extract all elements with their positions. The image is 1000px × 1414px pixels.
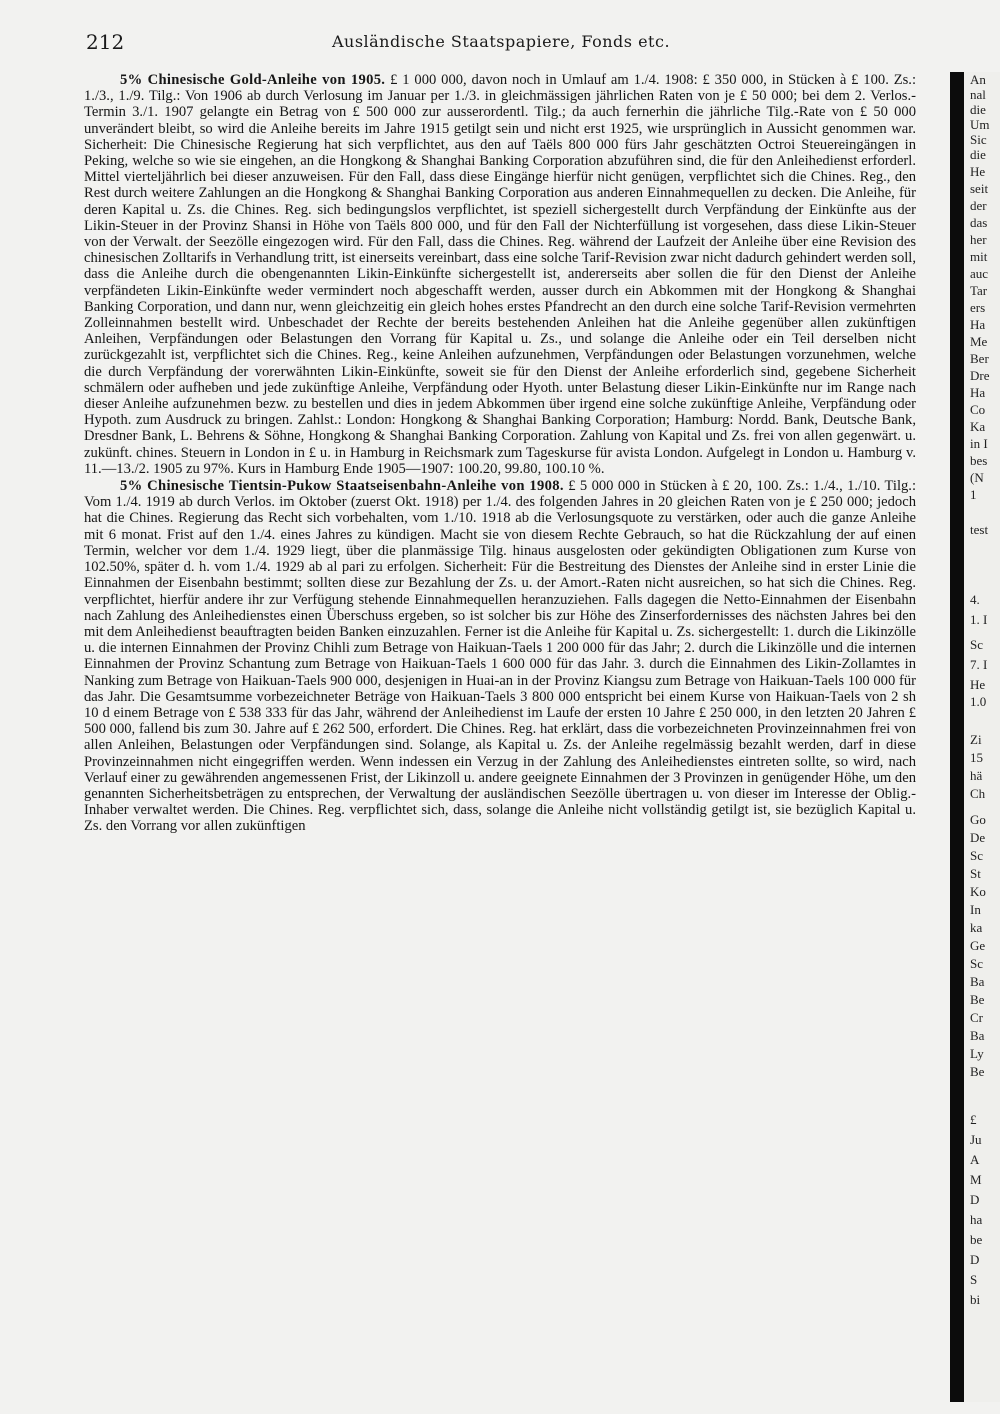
adjacent-page-fragment: Ka <box>970 419 986 434</box>
bond-entry-gold-loan-1905 <box>84 72 916 477</box>
adjacent-page-fragment: der <box>970 198 987 213</box>
adjacent-page-fragment: A <box>970 1152 980 1167</box>
adjacent-page-fragment: Ba <box>970 1028 985 1043</box>
adjacent-page-fragment: (N <box>970 470 984 485</box>
adjacent-page-fragment: He <box>970 164 986 179</box>
adjacent-page-fragment: be <box>970 1232 983 1247</box>
adjacent-page-fragment: Be <box>970 1064 985 1079</box>
adjacent-page-fragment: Ba <box>970 974 985 989</box>
adjacent-page-fragment: Ju <box>970 1132 982 1147</box>
adjacent-page-fragment: Sic <box>970 132 987 147</box>
adjacent-page-fragment: Sc <box>970 956 983 971</box>
adjacent-page-fragment: In <box>970 902 981 917</box>
entry-body: £ 1 000 000, davon noch in Umlauf am 1./4. 1908: £ 350 000, in Stücken à £ 100. Zs.: 1./3., 1./9. Tilg.: Von 1906 ab durch Verlosung im Januar per 1./3. in gleichmässigen jährlichen Raten von je £ 50 000; bei dem 2. Verlos.-Termin 3./1. 1907 gelangte ein Betrag von £ 500 000 zur ausserordentl. Tilg.; da auch fernerhin die jährliche Tilg.-Rate von £ 50 000 unverändert bleibt, so wird die Anleihe bereits im Jahre 1915 getilgt sein und nicht erst 1925, wie ursprünglich in Aussicht genommen war. Sicherheit: Die Chinesische Regierung hat sich verpflichtet, aus den auf Taëls 800 000 fürs Jahr geschätzten Octroi Steuereingängen in Peking, welche so wie sie eingehen, an die Hongkong & Shanghai Banking Corporation abzuführen sind, die für den Anleihedienst erforderl. Mittel vierteljährlich bei dieser anzuweisen. Für den Fall, dass diese Eingänge hierfür nicht genügen, verpflichtet sich die Chines. Reg., den Rest durch weitere Zahlungen an die Hongkong & Shanghai Banking Corporation aus anderen Einnahmequellen zu decken. Die Anleihe, für deren Kapital u. Zs. die Chines. Reg. sich bedingungslos verpflichtet, ist speziell sichergestellt durch Verpfändung der Einkünfte aus der Likin-Steuer in der Provinz Shansi in Höhe von Taëls 800 000, und für den Fall der Nichterfüllung ist vorgesehen, dass diese Likin-Steuer von der Verwalt. der Seezölle eingezogen wird. Für den Fall, dass die Chines. Reg. während der Laufzeit der Anleihe über eine Revision des chinesischen Zolltarifs in Verhandlung tritt, ist einerseits vereinbart, dass eine solche Tarif-Revision zwar nicht dadurch gehindert werden soll, dass die Anleihe durch die obengenannten Likin-Einkünfte sichergestellt ist, andererseits aber sollen die für den Dienst der Anleihe verpfändeten Likin-Einkünfte weder vermindert noch abgeschafft werden, ausser durch ein Abkommen mit der Hongkong & Shanghai Banking Corporation, und dann nur, wenn gleichzeitig ein gleich hohes erstes Pfandrecht an den durch eine solche Tarif-Revision vermehrten Zolleinnahmen bestellt wird. Unbeschadet der Rechte der bereits bestehenden Anleihen hat die Anleihe gegenüber allen zukünftigen Anleihen, Verpfändungen oder Belastungen den Vorrang für Kapital u. Zs., und solange die Anleihe oder ein Teil derselben nicht zurückgezahlt ist, verpflichtet sich die Chines. Reg., keine Anleihen aufzunehmen, Verpfändungen oder Belastungen vorzunehmen, welche die durch Verpfändung der vorerwähnten Likin-Einkünfte, soweit sie für den Dienst der Anleihe erforderlich sind, gegebene Sicherheit schmälern oder aufheben und jede zukünftige Anleihe, Verpfändung oder Hyoth. unter Belastung dieser Likin-Einkünfte nur im Range nach dieser Anleihe aufzunehmen bezw. zu bestellen und dies in jedem Abkommen über irgend eine solche zukünftige Anleihe, Verpfändung oder Hypoth. zum Ausdruck zu bringen. Zahlst.: London: Hongkong & Shanghai Banking Corporation; Hamburg: Nordd. Bank, Deutsche Bank, Dresdner Bank, L. Behrens & Söhne, Hongkong & Shanghai Banking Corporation. Zahlung von Kapital und Zs. frei von allen gegenwärt. u. zukünft. chines. Steuern in London in £ u. in Hamburg in Reichsmark zum Tageskurse für avista London. Aufgelegt in London u. Hamburg v. 11.—13./2. 1905 zu 97%. Kurs in Hamburg Ende 1905—1907: 100.20, 99.80, 100.10 %. <box>84 72 916 477</box>
text-column <box>84 72 916 1402</box>
adjacent-page-fragment: die <box>970 102 986 117</box>
adjacent-page-fragment: ha <box>970 1212 983 1227</box>
adjacent-page-fragment: Um <box>970 117 990 132</box>
adjacent-page-fragment: bi <box>970 1292 981 1307</box>
adjacent-page-fragment: test <box>970 522 989 537</box>
adjacent-page-fragment: Zi <box>970 732 982 747</box>
adjacent-page-fragment: Ko <box>970 884 986 899</box>
adjacent-page-fragment: Ha <box>970 385 986 400</box>
adjacent-page-fragment: bes <box>970 453 988 468</box>
adjacent-page-fragment: An <box>970 72 986 87</box>
adjacent-page-fragment: Ch <box>970 786 986 801</box>
adjacent-page-fragment: M <box>970 1172 982 1187</box>
running-title: Ausländische Staatspapiere, Fonds etc. <box>331 32 671 51</box>
adjacent-page-fragment: D <box>970 1252 980 1267</box>
adjacent-page-fragment: Me <box>970 334 988 349</box>
adjacent-page-fragment: in I <box>970 436 988 451</box>
adjacent-page-fragment: Cr <box>970 1010 983 1025</box>
adjacent-page-fragment: £ <box>970 1112 977 1127</box>
adjacent-page-fragment: S <box>970 1272 978 1287</box>
entry-title: 5% Chinesische Gold-Anleihe von 1905. <box>120 72 386 88</box>
adjacent-page-fragment: seit <box>970 181 989 196</box>
adjacent-page-fragment: Tar <box>970 283 988 298</box>
page-number: 212 <box>86 30 125 54</box>
adjacent-page-fragment: He <box>970 677 986 692</box>
adjacent-page-strip <box>950 72 1000 1402</box>
page-header <box>86 30 916 58</box>
adjacent-page-fragment: ers <box>970 300 986 315</box>
adjacent-page-fragment: her <box>970 232 987 247</box>
adjacent-page-fragment: Co <box>970 402 986 417</box>
adjacent-page-fragment: Be <box>970 992 985 1007</box>
adjacent-page-fragment: hä <box>970 768 983 783</box>
adjacent-page-fragment: 1.0 <box>970 694 987 709</box>
adjacent-page-fragment: die <box>970 147 986 162</box>
entry-title: 5% Chinesische Tientsin-Pukow Staatseisenbahn-Anleihe von 1908. <box>120 478 564 495</box>
entry-body: £ 5 000 000 in Stücken à £ 20, 100. Zs.: 1./4., 1./10. Tilg.: Vom 1./4. 1919 ab durch Verlos. im Oktober (zuerst Okt. 1918) per 1./4. des folgenden Jahres in 20 gleichen Raten von je £ 250 000; jedoch hat die Chines. Regierung das Recht sich vorbehalten, vom 1./10. 1918 ab die Verlosungsquote zu verstärken, oder auch die ganze Anleihe mit 6 monat. Frist auf den 1./4. eines Jahres zu kündigen. Macht sie von diesem Rechte Gebrauch, so hat die Rückzahlung der auf einen Termin, welcher vor dem 1./4. 1929 liegt, über die planmässige Tilg. hinaus ausgelosten oder gekündigten Obligationen zum Kurse von 102.50%, später d. h. vom 1./4. 1929 ab al pari zu erfolgen. Sicherheit: Für die Bestreitung des Dienstes der Anleihe sind in erster Linie die Einnahmen der Eisenbahn bestimmt; sollten diese zur Bezahlung der Zs. u. der Amort.-Raten nicht ausreichen, so hat sich die Chines. Reg. verpflichtet, hierfür andere ihr zur Verfügung stehende Einnahmequellen heranzuziehen. Falls dagegen die Netto-Einnahmen der Eisenbahn nach Zahlung des Anleihedienstes einen Überschuss ergeben, so ist solcher bis zur Höhe des Zinserfordernisses des nächsten Jahres bei den mit dem Anleihedienst beauftragten beiden Banken einzuzahlen. Ferner ist die Anleihe für Kapital u. Zs. sichergestellt: 1. durch die Likinzölle u. die internen Einnahmen der Provinz Chihli zum Betrage von Haikuan-Taels 1 200 000 für das Jahr; 2. durch die Likinzölle und die internen Einnahmen der Provinz Schantung zum Betrage von Haikuan-Taels 1 600 000 für das Jahr. 3. durch die Einnahmen des Likin-Zollamtes in Nanking zum Betrage von Haikuan-Taels 900 000, desjenigen in Huai-an in der Provinz Kiangsu zum Betrage von Haikuan-Taels 100 000 für das Jahr. Die Gesamtsumme vorbezeichneter Beträge von Haikuan-Taels 3 800 000 entspricht bei einem Kurse von Haikuan-Taels von 2 sh 10 d einem Betrage von £ 538 333 für das Jahr, während der Anleihedienst im Laufe der ersten 10 Jahre £ 250 000, in den letzten 20 Jahren £ 500 000, fallend bis zum 30. Jahre auf £ 262 500, erfordert. Die Chines. Reg. hat erklärt, dass die vorbezeichneten Provinzeinnahmen frei von allen Anleihen, Belastungen oder Verpfändungen sind. Solange, als Kapital u. Zs. der Anleihe regelmässig bezahlt werden, darf in diese Provinzeinnahmen nicht eingegriffen werden. Wenn indessen ein Verzug in der Zahlung des Anleihedienstes eintreten sollte, so wird, nach Verlauf einer zu gewährenden angemessenen Frist, der Likinzoll u. andere geeignete Einnahmen der 3 Provinzen in genügender Höhe, um den genannten Sicherheitsbeträgen zu entsprechen, der Verwaltung der ausländischen Seezölle übertragen u. von dieser im Interesse der Oblig.-Inhaber verwaltet werden. Die Chines. Reg. verpflichtet sich, dass, solange die Anleihe nicht vollständig getilgt ist, sie bezüglich Kapital u. Zs. den Vorrang vor allen zukünftigen <box>84 478 916 835</box>
adjacent-page-fragment: auc <box>970 266 989 281</box>
adjacent-page-fragment: mit <box>970 249 988 264</box>
adjacent-page-fragment: nal <box>970 87 986 102</box>
adjacent-page-fragment: 7. I <box>970 657 988 672</box>
adjacent-page-fragment: Ha <box>970 317 986 332</box>
adjacent-page-fragment: D <box>970 1192 980 1207</box>
adjacent-page-fragment: Sc <box>970 637 983 652</box>
adjacent-page-fragment: 15 <box>970 750 983 765</box>
adjacent-page-fragment: das <box>970 215 988 230</box>
bond-entry-tientsin-pukow-1908 <box>84 478 916 834</box>
adjacent-page-fragment: St <box>970 866 981 881</box>
adjacent-page-fragment: 1 <box>970 487 977 502</box>
adjacent-page-fragment: De <box>970 830 986 845</box>
adjacent-page-fragment: Ge <box>970 938 986 953</box>
adjacent-page-fragment: Ly <box>970 1046 984 1061</box>
adjacent-page-fragment: Dre <box>970 368 990 383</box>
adjacent-page-fragment: Ber <box>970 351 989 366</box>
adjacent-page-fragment: 1. I <box>970 612 988 627</box>
adjacent-page-fragment: ka <box>970 920 983 935</box>
adjacent-page-fragment: 4. <box>970 592 980 607</box>
adjacent-page-fragment: Go <box>970 812 986 827</box>
adjacent-page-fragment: Sc <box>970 848 983 863</box>
